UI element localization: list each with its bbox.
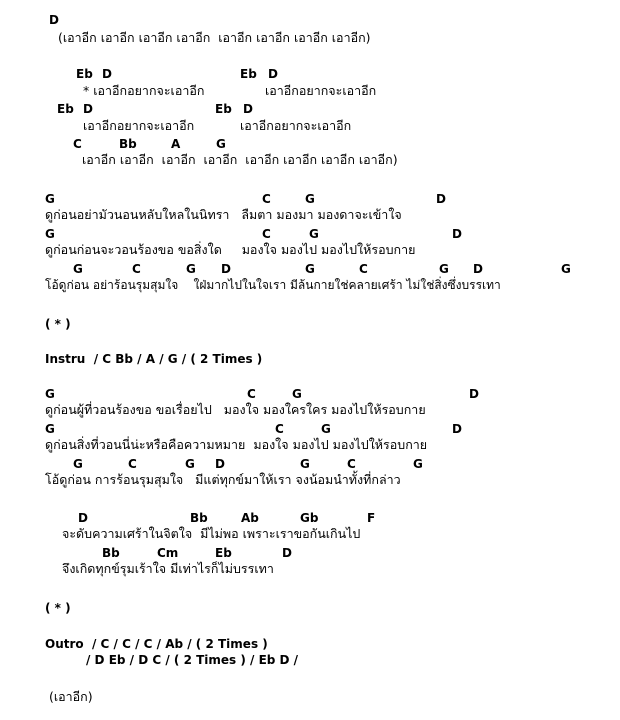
chord: C bbox=[262, 227, 271, 241]
chord: D bbox=[436, 192, 446, 206]
chord: G bbox=[186, 262, 196, 276]
chord: D bbox=[282, 546, 292, 560]
chord: Bb bbox=[119, 137, 137, 151]
chord: Eb bbox=[215, 102, 232, 116]
chord: G bbox=[321, 422, 331, 436]
chord: G bbox=[73, 262, 83, 276]
chord: G bbox=[45, 387, 55, 401]
chord: G bbox=[45, 192, 55, 206]
chord: Gb bbox=[300, 511, 319, 525]
chord: Eb bbox=[57, 102, 74, 116]
outro-line: / D Eb / D C / ( 2 Times ) / Eb D / bbox=[86, 653, 299, 667]
lyric-line: * เอาอีกอยากจะเอาอีก bbox=[83, 83, 205, 98]
chord: C bbox=[247, 387, 256, 401]
chord: Eb bbox=[240, 67, 257, 81]
chord: G bbox=[185, 457, 195, 471]
lyric-line: เอาอีกอยากจะเอาอีก bbox=[83, 118, 195, 133]
chord: G bbox=[309, 227, 319, 241]
chord: C bbox=[73, 137, 82, 151]
chord: D bbox=[83, 102, 93, 116]
chord: G bbox=[413, 457, 423, 471]
lyric-line: เอาอีก เอาอีก เอาอีก เอาอีก เอาอีก เอาอีก เอาอีก เอาอีก) bbox=[82, 152, 398, 167]
outro-line: Outro / C / C / C / Ab / ( 2 Times ) bbox=[45, 637, 268, 651]
lyric-line: จึงเกิดทุกข์รุมเร้าใจ มีเท่าไรก็ไม่บรรเทา bbox=[62, 561, 274, 576]
lyric-line: โอ้ดูก่อน อย่าร้อนรุมสุมใจ ใฝ่มากไปในใจเรา มีล้นกายใช่คลายเศร้า ไม่ใช่สิ่งซึ่งบรรเทา bbox=[45, 278, 501, 292]
chord: A bbox=[171, 137, 181, 151]
chord: C bbox=[132, 262, 141, 276]
chord: D bbox=[473, 262, 483, 276]
chord: D bbox=[469, 387, 479, 401]
chord: D bbox=[215, 457, 225, 471]
chord: G bbox=[292, 387, 302, 401]
lyric-line: ดูก่อนสิ่งที่วอนนี่น่ะหรือคือความหมาย มองใจ มองไป มองไปให้รอบกาย bbox=[45, 437, 428, 452]
chord: Cm bbox=[157, 546, 179, 560]
chord: C bbox=[128, 457, 137, 471]
chord: D bbox=[452, 422, 462, 436]
chord: D bbox=[268, 67, 278, 81]
lyric-line: โอ้ดูก่อน การร้อนรุมสุมใจ มีแต่ทุกข์มาให้เรา จงน้อมนำทั้งที่กล่าว bbox=[45, 472, 401, 487]
lyric-line: เอาอีกอยากจะเอาอีก bbox=[240, 118, 352, 133]
chord: G bbox=[439, 262, 449, 276]
chord: G bbox=[300, 457, 310, 471]
chord: D bbox=[102, 67, 112, 81]
lyric-line: ดูก่อนอย่ามัวนอนหลับใหลในนิทรา ลืมตา มองมา มองดาจะเข้าใจ bbox=[45, 207, 402, 222]
chord: G bbox=[45, 422, 55, 436]
chord: G bbox=[216, 137, 226, 151]
chord: Eb bbox=[76, 67, 93, 81]
lyric-line: จะดับความเศร้าในจิตใจ มีไม่พอ เพราะเราขอกันเกินไป bbox=[62, 526, 361, 541]
chord: G bbox=[45, 227, 55, 241]
chord: D bbox=[78, 511, 88, 525]
lyric-intro: (เอาอีก เอาอีก เอาอีก เอาอีก เอาอีก เอาอีก เอาอีก เอาอีก) bbox=[58, 30, 371, 45]
chord: C bbox=[262, 192, 271, 206]
ending-line: (เอาอีก) bbox=[49, 689, 93, 704]
chord: Bb bbox=[190, 511, 208, 525]
chord: G bbox=[305, 192, 315, 206]
lyric-line: ดูก่อนผู้ที่วอนร้องขอ ขอเรื่อยไป มองใจ มองใครใคร มองไปให้รอบกาย bbox=[45, 402, 426, 417]
chord-intro: D bbox=[49, 13, 59, 27]
chord: Bb bbox=[102, 546, 120, 560]
chord: D bbox=[243, 102, 253, 116]
chord: C bbox=[347, 457, 356, 471]
chord: Ab bbox=[241, 511, 259, 525]
chord: D bbox=[452, 227, 462, 241]
repeat-marker: ( * ) bbox=[45, 601, 71, 615]
repeat-marker: ( * ) bbox=[45, 317, 71, 331]
lyric-line: ดูก่อนก่อนจะวอนร้องขอ ขอสิ่งใด มองใจ มองไป มองไปให้รอบกาย bbox=[45, 242, 416, 257]
chord: Eb bbox=[215, 546, 232, 560]
chord: G bbox=[305, 262, 315, 276]
chord: D bbox=[221, 262, 231, 276]
chord: C bbox=[275, 422, 284, 436]
lyric-line: เอาอีกอยากจะเอาอีก bbox=[265, 83, 377, 98]
chord: G bbox=[73, 457, 83, 471]
chord: G bbox=[561, 262, 571, 276]
chord: F bbox=[367, 511, 376, 525]
instrumental-line: Instru / C Bb / A / G / ( 2 Times ) bbox=[45, 352, 263, 366]
chord: C bbox=[359, 262, 368, 276]
